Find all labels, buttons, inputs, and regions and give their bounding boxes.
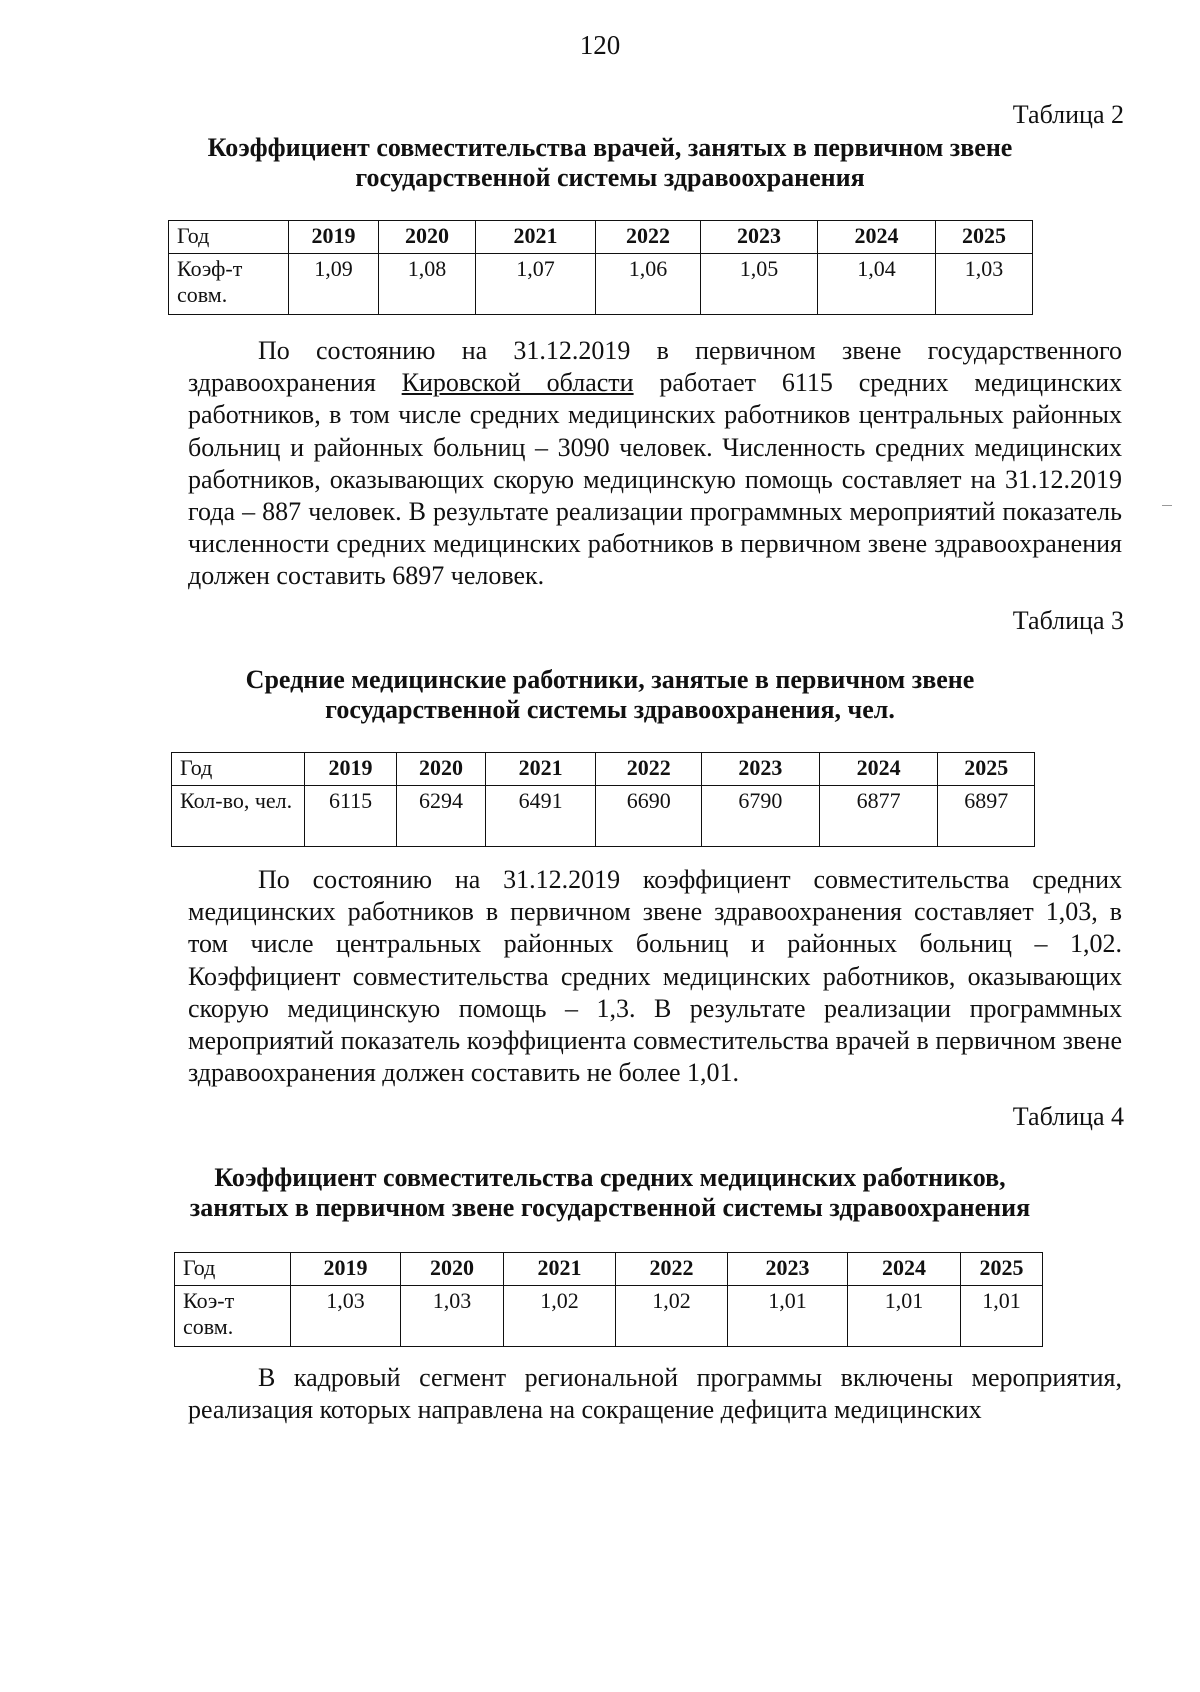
table4-header-cell: 2024 — [848, 1253, 961, 1286]
table2-row-label: Коэф-т совм. — [169, 254, 289, 315]
table4-cell: 1,01 — [961, 1286, 1043, 1347]
table3-row-label: Кол-во, чел. — [172, 786, 305, 847]
table2-title-line2: государственной системы здравоохранения — [355, 163, 865, 192]
table3-cell: 6877 — [819, 786, 938, 847]
table3-header-cell: Год — [172, 753, 305, 786]
table2-header-cell: 2023 — [701, 221, 818, 254]
table3-header-cell: 2019 — [304, 753, 397, 786]
table4-header-cell: 2023 — [728, 1253, 848, 1286]
table2-cell: 1,03 — [936, 254, 1033, 315]
table3-row — [172, 786, 1035, 847]
table2-cell: 1,07 — [476, 254, 596, 315]
table3-title-line2: государственной системы здравоохранения, чел. — [325, 695, 895, 724]
table2-title — [120, 133, 1100, 193]
paragraph-1-text-after: работает 6115 средних медицинских работников, в том числе средних медицинских работников центральных районных больниц и районных больниц – 3090 человек. Численность средних медицинских работников, оказывающих скорую медицинскую помощь составляет на 31.12.2019 года – 887 человек. В результате реализации программных мероприятий показатель численности средних медицинских работников в первичном звене здравоохранения должен составить 6897 человек. — [188, 368, 1122, 591]
table4-header-cell: 2022 — [616, 1253, 728, 1286]
table3-title-line1: Средние медицинские работники, занятые в первичном звене — [245, 665, 975, 694]
paragraph-3-text: В кадровый сегмент региональной программы включены мероприятия, реализация которых направлена на сокращение дефицита медицинских — [188, 1363, 1122, 1425]
table3-title — [120, 665, 1100, 725]
table3-header-cell: 2022 — [596, 753, 702, 786]
table3-header-cell: 2021 — [485, 753, 596, 786]
paragraph-1 — [188, 335, 1122, 593]
table4-label: Таблица 4 — [1012, 1102, 1124, 1131]
table2-title-line1: Коэффициент совместительства врачей, занятых в первичном звене — [207, 133, 1013, 162]
table4-cell: 1,03 — [291, 1286, 401, 1347]
table2-row — [169, 254, 1033, 315]
table2-header-cell: Год — [169, 221, 289, 254]
table4-cell: 1,01 — [848, 1286, 961, 1347]
table2-cell: 1,05 — [701, 254, 818, 315]
table3-cell: 6897 — [938, 786, 1035, 847]
table4-title-line1: Коэффициент совместительства средних медицинских работников, — [214, 1163, 1006, 1192]
table2-header-cell: 2024 — [818, 221, 936, 254]
table4-title-line2: занятых в первичном звене государственной системы здравоохранения — [189, 1193, 1031, 1222]
table4-header-row — [175, 1253, 1043, 1286]
table3-cell: 6690 — [596, 786, 702, 847]
table3-header-cell: 2025 — [938, 753, 1035, 786]
paragraph-1-region-link: Кировской области — [401, 368, 634, 398]
table2 — [168, 220, 1033, 315]
table4-cell: 1,02 — [504, 1286, 616, 1347]
table2-cell: 1,04 — [818, 254, 936, 315]
table4-title — [120, 1163, 1100, 1223]
table2-header-cell: 2020 — [379, 221, 476, 254]
table3-header-cell: 2023 — [702, 753, 820, 786]
table4-row-label: Коэ-т совм. — [175, 1286, 291, 1347]
table2-header-cell: 2019 — [289, 221, 379, 254]
table3-cell: 6790 — [702, 786, 820, 847]
table4-cell: 1,03 — [401, 1286, 504, 1347]
table4-cell: 1,02 — [616, 1286, 728, 1347]
table3-label: Таблица 3 — [1012, 606, 1124, 635]
table3-header-row — [172, 753, 1035, 786]
paragraph-2-text: По состоянию на 31.12.2019 коэффициент совместительства средних медицинских работников в первичном звене здравоохранения составляет 1,03, в том числе центральных районных больниц и районных больниц – 1,02. Коэффициент совместительства средних медицинских работников, оказывающих скорую медицинскую помощь – 1,3. В результате реализации программных мероприятий показатель коэффициента совместительства врачей в первичном звене здравоохранения должен составить не более 1,01. — [188, 865, 1122, 1088]
table4-header-cell: 2019 — [291, 1253, 401, 1286]
table2-cell: 1,06 — [596, 254, 701, 315]
table3 — [171, 752, 1035, 847]
paragraph-1-text-before: По состоянию на 31.12.2019 в первичном звене государственного здравоохранения — [188, 336, 1122, 398]
margin-mark — [1162, 505, 1172, 506]
table4 — [174, 1252, 1043, 1347]
table2-header-cell: 2022 — [596, 221, 701, 254]
table4-header-cell: Год — [175, 1253, 291, 1286]
paragraph-3 — [188, 1362, 1122, 1426]
table3-header-cell: 2020 — [397, 753, 486, 786]
table2-header-cell: 2021 — [476, 221, 596, 254]
table4-cell: 1,01 — [728, 1286, 848, 1347]
table2-header-row — [169, 221, 1033, 254]
table2-label: Таблица 2 — [1012, 100, 1124, 129]
table4-header-cell: 2025 — [961, 1253, 1043, 1286]
table3-header-cell: 2024 — [819, 753, 938, 786]
table2-cell: 1,08 — [379, 254, 476, 315]
table2-header-cell: 2025 — [936, 221, 1033, 254]
table4-header-cell: 2021 — [504, 1253, 616, 1286]
paragraph-2 — [188, 864, 1122, 1089]
table3-cell: 6491 — [485, 786, 596, 847]
table4-header-cell: 2020 — [401, 1253, 504, 1286]
table2-cell: 1,09 — [289, 254, 379, 315]
table4-row — [175, 1286, 1043, 1347]
table3-cell: 6115 — [304, 786, 397, 847]
page-number: 120 — [579, 30, 621, 60]
table3-cell: 6294 — [397, 786, 486, 847]
